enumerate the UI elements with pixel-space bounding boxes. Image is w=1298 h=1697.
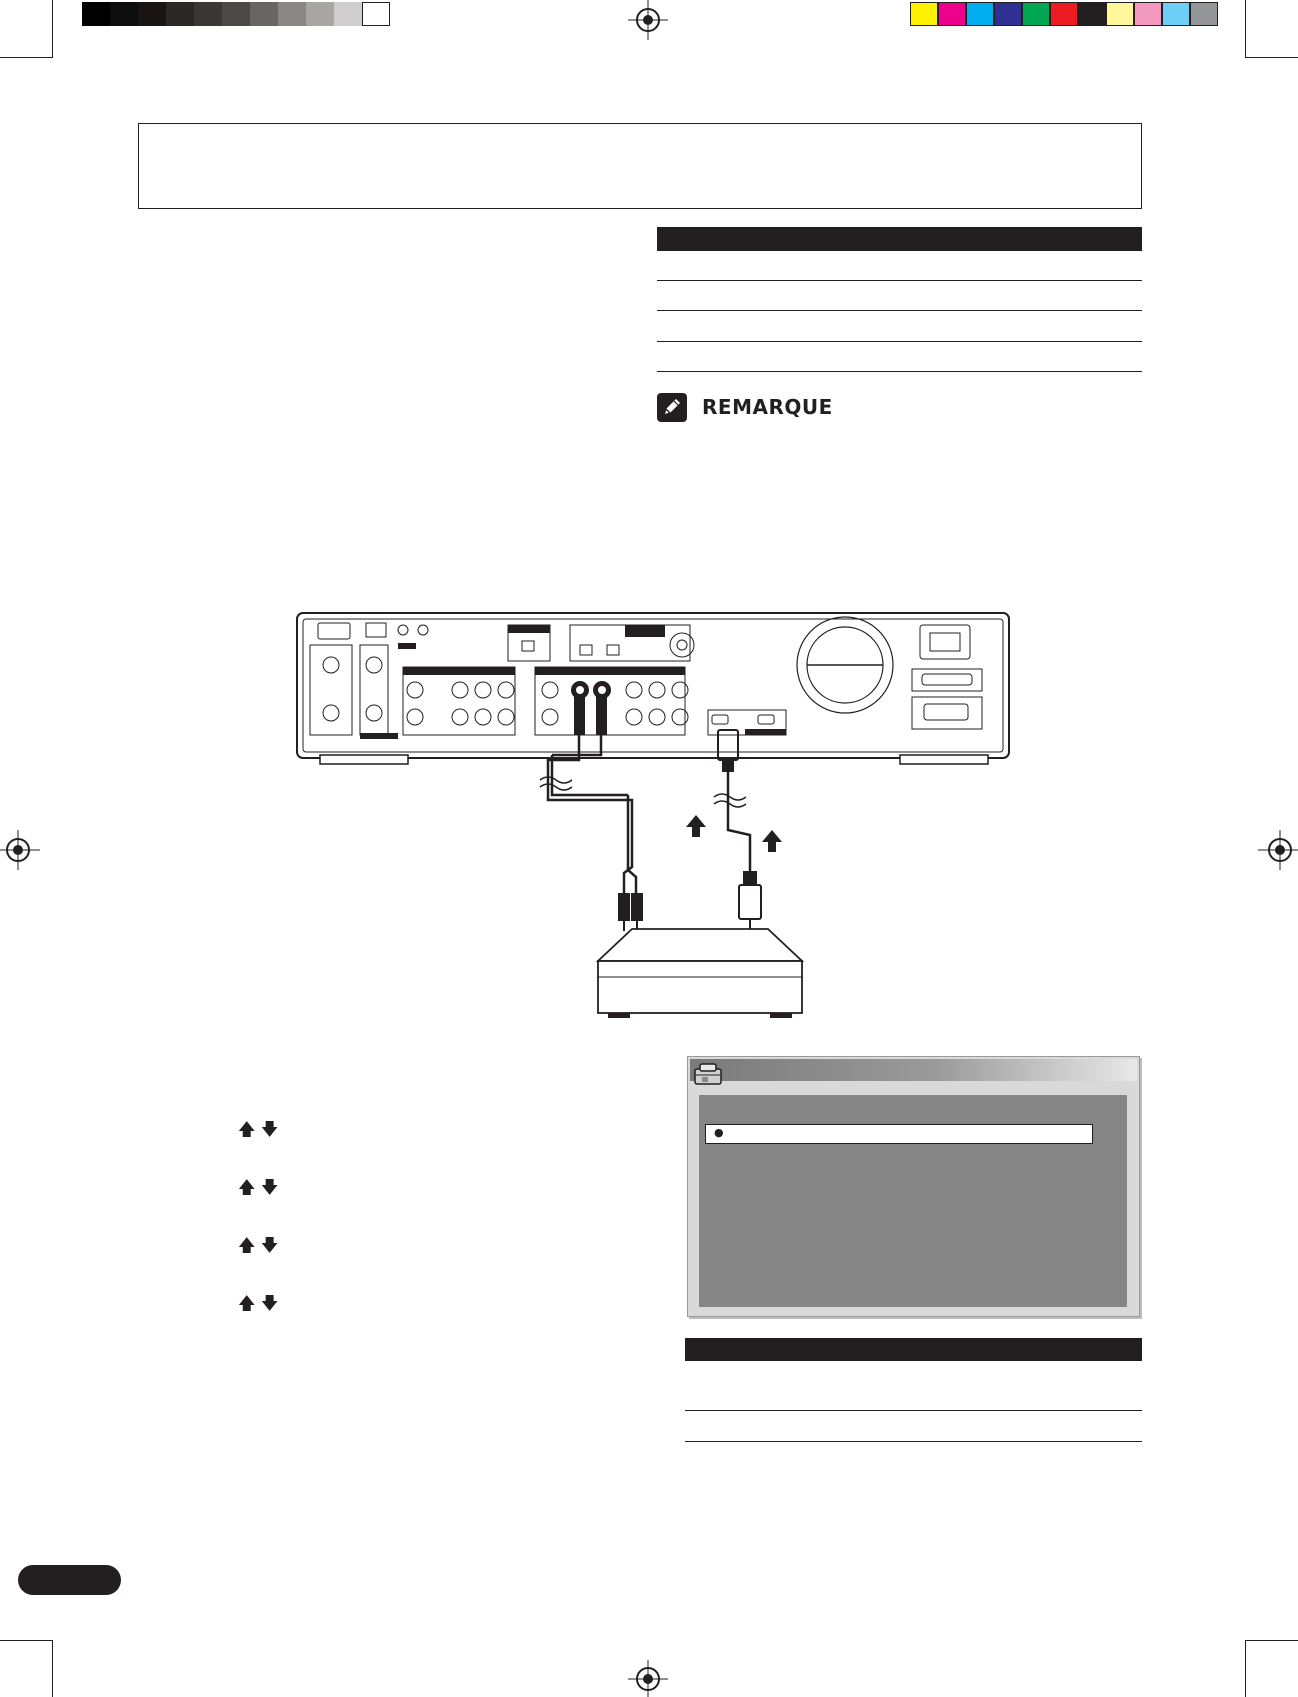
gray-swatch bbox=[362, 2, 390, 26]
color-swatch bbox=[1022, 2, 1050, 26]
color-swatch bbox=[1078, 2, 1106, 26]
arrow-step bbox=[238, 1238, 278, 1255]
arrow-up-icon: 🡅 bbox=[238, 1178, 256, 1198]
pencil-icon bbox=[657, 393, 687, 422]
gray-swatch bbox=[194, 2, 222, 26]
osd-menu-screen bbox=[687, 1056, 1140, 1317]
registration-target-icon bbox=[628, 0, 668, 40]
arrow-up-icon bbox=[762, 830, 782, 852]
gray-swatch bbox=[306, 2, 334, 26]
note-heading: REMARQUE bbox=[702, 395, 833, 419]
registration-target-icon bbox=[628, 1660, 668, 1697]
osd-title-bar bbox=[690, 1059, 1137, 1081]
osd-selected-item[interactable] bbox=[705, 1124, 1093, 1144]
color-swatch bbox=[910, 2, 938, 26]
table-row-divider bbox=[657, 280, 1142, 281]
arrow-up-icon: 🡅 bbox=[238, 1236, 256, 1256]
table-header-bar bbox=[685, 1338, 1142, 1361]
arrow-down-icon: 🡇 bbox=[260, 1236, 279, 1256]
source-device bbox=[598, 929, 802, 1018]
arrow-down-icon: 🡇 bbox=[260, 1178, 279, 1198]
hdmi-cable bbox=[714, 730, 761, 929]
connection-diagram bbox=[290, 605, 1020, 1025]
section-header-box bbox=[138, 123, 1142, 209]
receiver-back-panel bbox=[297, 613, 1009, 764]
color-swatch bbox=[994, 2, 1022, 26]
bullet-icon: ● bbox=[714, 1126, 724, 1139]
arrow-up-icon: 🡅 bbox=[238, 1294, 256, 1314]
table-row-divider bbox=[657, 371, 1142, 372]
gray-swatch bbox=[138, 2, 166, 26]
table-row-divider bbox=[685, 1441, 1142, 1442]
color-swatch bbox=[1162, 2, 1190, 26]
color-swatch bbox=[1190, 2, 1218, 26]
page-number-tab bbox=[18, 1565, 121, 1595]
arrow-step bbox=[238, 1296, 278, 1313]
gray-swatch bbox=[250, 2, 278, 26]
gray-swatch bbox=[82, 2, 110, 26]
gray-swatch bbox=[222, 2, 250, 26]
gray-swatch bbox=[278, 2, 306, 26]
color-swatch bbox=[966, 2, 994, 26]
gray-swatch bbox=[334, 2, 362, 26]
gray-swatch bbox=[166, 2, 194, 26]
color-swatch bbox=[1106, 2, 1134, 26]
table-row-divider bbox=[685, 1410, 1142, 1411]
gray-swatch bbox=[110, 2, 138, 26]
color-swatch bbox=[938, 2, 966, 26]
arrow-step bbox=[238, 1180, 278, 1197]
arrow-up-icon: 🡅 bbox=[238, 1120, 256, 1140]
color-swatch bbox=[1134, 2, 1162, 26]
table-row-divider bbox=[657, 310, 1142, 311]
registration-target-icon bbox=[0, 830, 40, 870]
osd-menu-panel bbox=[699, 1095, 1127, 1307]
arrow-down-icon: 🡇 bbox=[260, 1294, 279, 1314]
arrow-step bbox=[238, 1122, 278, 1139]
toolbox-icon bbox=[692, 1060, 726, 1088]
registration-target-icon bbox=[1258, 830, 1298, 870]
table-row-divider bbox=[657, 341, 1142, 342]
arrow-up-icon bbox=[686, 815, 706, 837]
table-header-bar bbox=[657, 227, 1142, 251]
color-swatch bbox=[1050, 2, 1078, 26]
arrow-down-icon: 🡇 bbox=[260, 1120, 279, 1140]
